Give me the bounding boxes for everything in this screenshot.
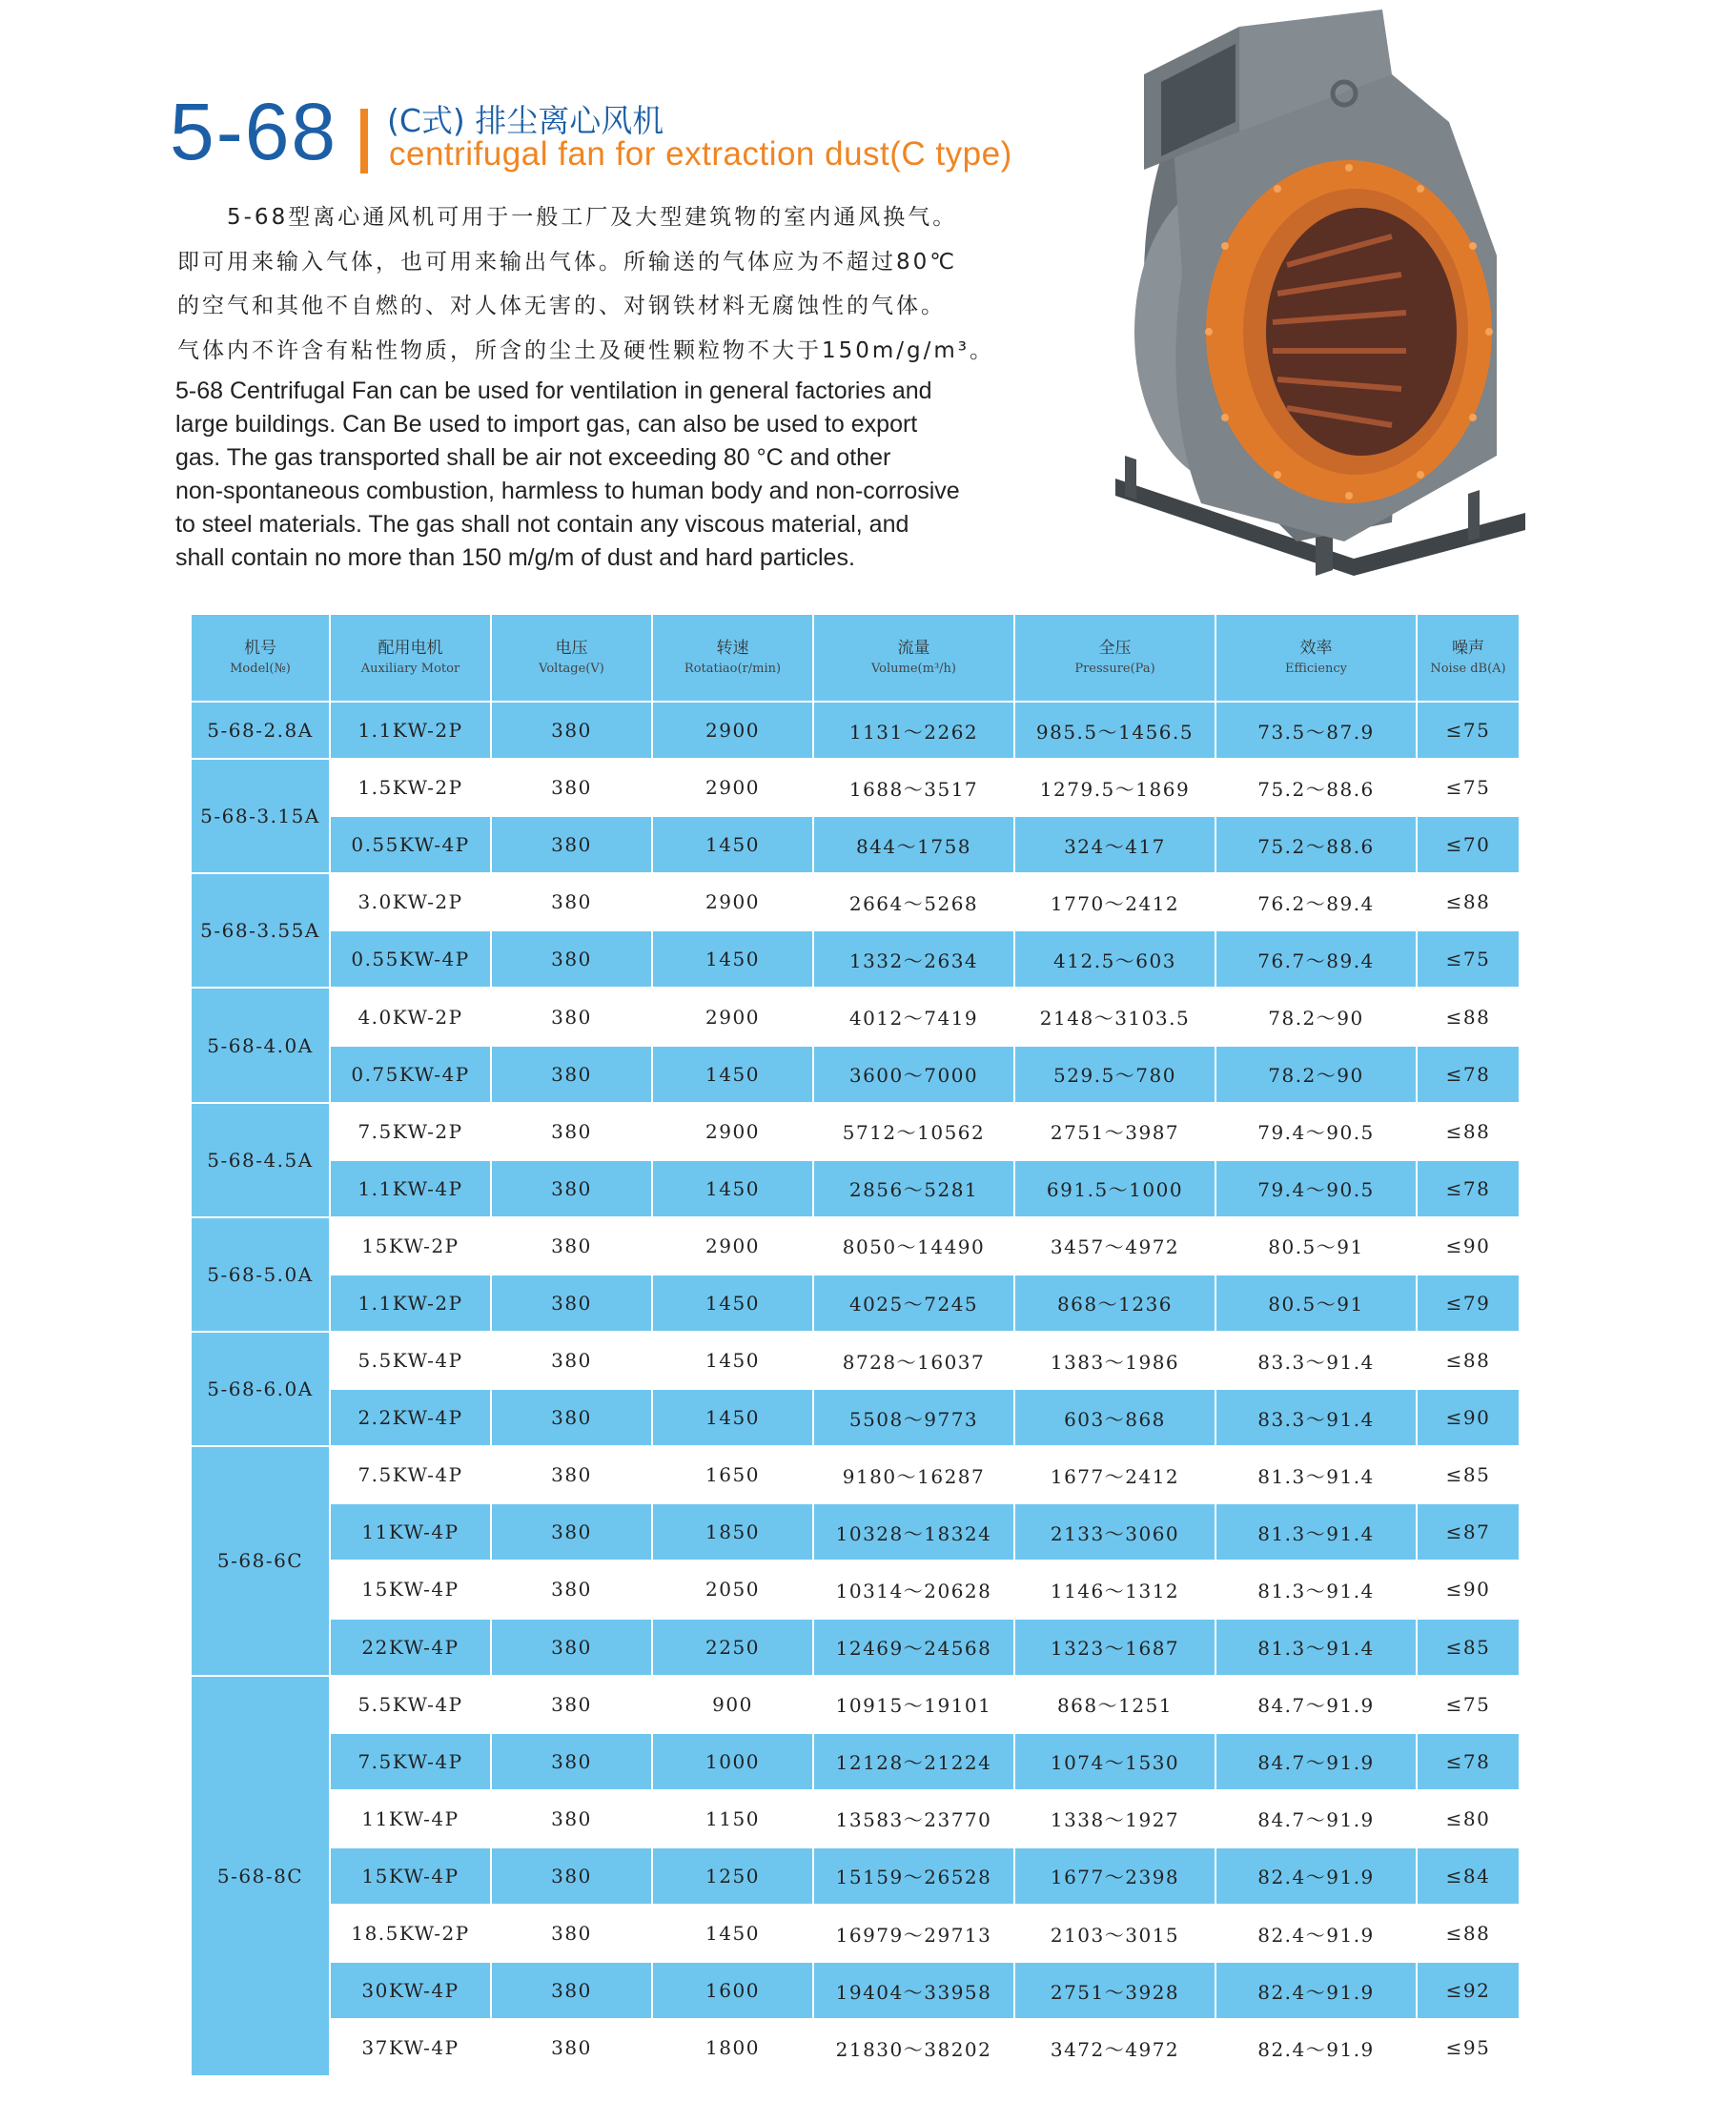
table-cell: 3600～7000 bbox=[813, 1046, 1014, 1103]
intro-cn-line: 的空气和其他不自燃的、对人体无害的、对钢铁材料无腐蚀性的气体。 bbox=[177, 294, 946, 318]
table-cell: 1146～1312 bbox=[1014, 1561, 1215, 1618]
table-cell: 1.1KW-2P bbox=[330, 702, 491, 759]
table-cell: 76.7～89.4 bbox=[1215, 930, 1417, 988]
table-cell: ≤85 bbox=[1417, 1619, 1520, 1676]
table-cell: 11KW-4P bbox=[330, 1503, 491, 1561]
table-cell: 8050～14490 bbox=[813, 1217, 1014, 1275]
table-header-row bbox=[191, 614, 1520, 702]
table-cell: 380 bbox=[491, 1790, 652, 1847]
table-cell: 2133～3060 bbox=[1014, 1503, 1215, 1561]
table-cell: 2900 bbox=[652, 1217, 813, 1275]
table-cell: 11KW-4P bbox=[330, 1790, 491, 1847]
table-cell: 2751～3987 bbox=[1014, 1103, 1215, 1160]
table-cell: 2856～5281 bbox=[813, 1160, 1014, 1217]
intro-en-line: gas. The gas transported shall be air not exceeding 80 °C and other bbox=[175, 444, 891, 471]
table-cell: 1770～2412 bbox=[1014, 873, 1215, 930]
model-cell: 5-68-8C bbox=[191, 1676, 330, 2077]
table-cell: 1650 bbox=[652, 1446, 813, 1503]
table-cell: 83.3～91.4 bbox=[1215, 1389, 1417, 1446]
table-row bbox=[191, 1275, 1520, 1332]
table-cell: 2751～3928 bbox=[1014, 1962, 1215, 2019]
table-cell: 1850 bbox=[652, 1503, 813, 1561]
table-cell: 380 bbox=[491, 1275, 652, 1332]
table-cell: 380 bbox=[491, 1160, 652, 1217]
table-cell: 380 bbox=[491, 1619, 652, 1676]
table-cell: 1.1KW-4P bbox=[330, 1160, 491, 1217]
table-cell: 9180～16287 bbox=[813, 1446, 1014, 1503]
table-cell: 16979～29713 bbox=[813, 1905, 1014, 1962]
table-cell: ≤75 bbox=[1417, 1676, 1520, 1733]
column-header: 电压 Voltage(V) bbox=[491, 614, 652, 702]
table-cell: 15KW-4P bbox=[330, 1561, 491, 1618]
intro-english bbox=[175, 375, 1062, 575]
table-cell: 380 bbox=[491, 1446, 652, 1503]
table-cell: 380 bbox=[491, 1503, 652, 1561]
table-cell: ≤88 bbox=[1417, 988, 1520, 1045]
table-cell: 81.3～91.4 bbox=[1215, 1503, 1417, 1561]
table-row bbox=[191, 1103, 1520, 1160]
table-cell: 380 bbox=[491, 759, 652, 816]
model-cell: 5-68-5.0A bbox=[191, 1217, 330, 1332]
table-row bbox=[191, 2019, 1520, 2076]
model-cell: 5-68-2.8A bbox=[191, 702, 330, 759]
table-row bbox=[191, 988, 1520, 1045]
table-cell: 84.7～91.9 bbox=[1215, 1676, 1417, 1733]
table-cell: 1450 bbox=[652, 1160, 813, 1217]
table-cell: 19404～33958 bbox=[813, 1962, 1014, 2019]
table-cell: 2148～3103.5 bbox=[1014, 988, 1215, 1045]
table-row bbox=[191, 1962, 1520, 2019]
column-header: 效率 Efficiency bbox=[1215, 614, 1417, 702]
table-cell: 5712～10562 bbox=[813, 1103, 1014, 1160]
table-cell: 84.7～91.9 bbox=[1215, 1733, 1417, 1790]
table-cell: ≤92 bbox=[1417, 1962, 1520, 2019]
table-cell: 985.5～1456.5 bbox=[1014, 702, 1215, 759]
table-cell: 2900 bbox=[652, 702, 813, 759]
table-cell: 81.3～91.4 bbox=[1215, 1619, 1417, 1676]
table-row bbox=[191, 1905, 1520, 1962]
table-cell: 380 bbox=[491, 1332, 652, 1389]
table-cell: 82.4～91.9 bbox=[1215, 1905, 1417, 1962]
table-row bbox=[191, 1619, 1520, 1676]
table-row bbox=[191, 1160, 1520, 1217]
table-cell: 0.55KW-4P bbox=[330, 816, 491, 873]
table-cell: 81.3～91.4 bbox=[1215, 1446, 1417, 1503]
intro-en-line: shall contain no more than 150 m/g/m of dust and hard particles. bbox=[175, 544, 855, 571]
table-cell: 1450 bbox=[652, 1905, 813, 1962]
table-cell: 2900 bbox=[652, 988, 813, 1045]
table-cell: 380 bbox=[491, 1962, 652, 2019]
table-cell: 324～417 bbox=[1014, 816, 1215, 873]
table-cell: ≤78 bbox=[1417, 1160, 1520, 1217]
intro-cn-line: 即可用来输入气体，也可用来输出气体。所输送的气体应为不超过80℃ bbox=[177, 249, 958, 275]
intro-cn-line: 气体内不许含有粘性物质，所含的尘土及硬性颗粒物不大于150m/g/m³。 bbox=[177, 337, 995, 363]
table-cell: 603～868 bbox=[1014, 1389, 1215, 1446]
column-header: 机号 Model(№) bbox=[191, 614, 330, 702]
intro-chinese bbox=[177, 195, 1026, 373]
table-cell: 4012～7419 bbox=[813, 988, 1014, 1045]
table-cell: ≤80 bbox=[1417, 1790, 1520, 1847]
table-cell: 30KW-4P bbox=[330, 1962, 491, 2019]
table-cell: ≤95 bbox=[1417, 2019, 1520, 2076]
table-row bbox=[191, 873, 1520, 930]
title-english: centrifugal fan for extraction dust(C type) bbox=[389, 135, 1012, 173]
table-cell: 2.2KW-4P bbox=[330, 1389, 491, 1446]
table-cell: 2664～5268 bbox=[813, 873, 1014, 930]
table-cell: 1074～1530 bbox=[1014, 1733, 1215, 1790]
model-cell: 5-68-6C bbox=[191, 1446, 330, 1675]
table-cell: 10915～19101 bbox=[813, 1676, 1014, 1733]
table-cell: 4025～7245 bbox=[813, 1275, 1014, 1332]
table-cell: 0.55KW-4P bbox=[330, 930, 491, 988]
table-cell: 75.2～88.6 bbox=[1215, 816, 1417, 873]
model-cell: 5-68-6.0A bbox=[191, 1332, 330, 1446]
table-cell: ≤70 bbox=[1417, 816, 1520, 873]
column-header: 配用电机 Auxiliary Motor bbox=[330, 614, 491, 702]
table-cell: 1450 bbox=[652, 1389, 813, 1446]
title-divider-bar bbox=[360, 109, 368, 173]
table-cell: 1450 bbox=[652, 816, 813, 873]
table-cell: 8728～16037 bbox=[813, 1332, 1014, 1389]
table-cell: 1450 bbox=[652, 1275, 813, 1332]
table-cell: 79.4～90.5 bbox=[1215, 1160, 1417, 1217]
table-cell: 2900 bbox=[652, 1103, 813, 1160]
table-cell: 10314～20628 bbox=[813, 1561, 1014, 1618]
table-row bbox=[191, 1389, 1520, 1446]
table-cell: 1450 bbox=[652, 930, 813, 988]
table-cell: 844～1758 bbox=[813, 816, 1014, 873]
table-cell: 78.2～90 bbox=[1215, 988, 1417, 1045]
intro-en-line: large buildings. Can Be used to import gas, can also be used to export bbox=[175, 411, 918, 438]
intro-cn-line: 5-68型离心通风机可用于一般工厂及大型建筑物的室内通风换气。 bbox=[227, 205, 958, 230]
table-cell: 1677～2398 bbox=[1014, 1847, 1215, 1905]
table-cell: 7.5KW-2P bbox=[330, 1103, 491, 1160]
table-row bbox=[191, 1847, 1520, 1905]
table-row bbox=[191, 1561, 1520, 1618]
table-cell: 380 bbox=[491, 2019, 652, 2076]
table-cell: ≤78 bbox=[1417, 1733, 1520, 1790]
table-row bbox=[191, 702, 1520, 759]
table-cell: 380 bbox=[491, 1217, 652, 1275]
table-cell: 380 bbox=[491, 930, 652, 988]
table-cell: 80.5～91 bbox=[1215, 1217, 1417, 1275]
table-cell: 4.0KW-2P bbox=[330, 988, 491, 1045]
table-cell: 1383～1986 bbox=[1014, 1332, 1215, 1389]
table-cell: 380 bbox=[491, 1046, 652, 1103]
table-row bbox=[191, 816, 1520, 873]
table-cell: 1250 bbox=[652, 1847, 813, 1905]
table-cell: 18.5KW-2P bbox=[330, 1905, 491, 1962]
table-cell: 7.5KW-4P bbox=[330, 1446, 491, 1503]
table-cell: 7.5KW-4P bbox=[330, 1733, 491, 1790]
table-row bbox=[191, 759, 1520, 816]
table-row bbox=[191, 1217, 1520, 1275]
table-cell: 12469～24568 bbox=[813, 1619, 1014, 1676]
table-body bbox=[191, 702, 1520, 2076]
column-header: 噪声 Noise dB(A) bbox=[1417, 614, 1520, 702]
intro-en-line: non-spontaneous combustion, harmless to human body and non-corrosive bbox=[175, 478, 960, 504]
table-cell: 2250 bbox=[652, 1619, 813, 1676]
table-cell: 380 bbox=[491, 1733, 652, 1790]
table-cell: ≤90 bbox=[1417, 1217, 1520, 1275]
table-cell: 2050 bbox=[652, 1561, 813, 1618]
table-cell: ≤75 bbox=[1417, 930, 1520, 988]
table-cell: 1450 bbox=[652, 1046, 813, 1103]
table-cell: 380 bbox=[491, 1103, 652, 1160]
table-cell: 380 bbox=[491, 702, 652, 759]
table-cell: 1131～2262 bbox=[813, 702, 1014, 759]
table-cell: 2900 bbox=[652, 873, 813, 930]
table-row bbox=[191, 1790, 1520, 1847]
table-cell: 380 bbox=[491, 1389, 652, 1446]
table-cell: 3.0KW-2P bbox=[330, 873, 491, 930]
table-cell: 82.4～91.9 bbox=[1215, 1847, 1417, 1905]
table-cell: ≤88 bbox=[1417, 1103, 1520, 1160]
table-cell: 79.4～90.5 bbox=[1215, 1103, 1417, 1160]
model-cell: 5-68-3.55A bbox=[191, 873, 330, 988]
table-cell: 1338～1927 bbox=[1014, 1790, 1215, 1847]
title-chinese: (C式) 排尘离心风机 bbox=[387, 102, 664, 139]
table-cell: ≤90 bbox=[1417, 1389, 1520, 1446]
table-row bbox=[191, 1446, 1520, 1503]
model-number: 5-68 bbox=[170, 87, 338, 176]
table-cell: ≤84 bbox=[1417, 1847, 1520, 1905]
table-cell: 22KW-4P bbox=[330, 1619, 491, 1676]
table-cell: 37KW-4P bbox=[330, 2019, 491, 2076]
table-cell: 380 bbox=[491, 1847, 652, 1905]
table-cell: 1150 bbox=[652, 1790, 813, 1847]
table-cell: ≤88 bbox=[1417, 1332, 1520, 1389]
table-cell: 82.4～91.9 bbox=[1215, 2019, 1417, 2076]
table-cell: 10328～18324 bbox=[813, 1503, 1014, 1561]
table-cell: 1000 bbox=[652, 1733, 813, 1790]
table-cell: 12128～21224 bbox=[813, 1733, 1014, 1790]
table-cell: 1600 bbox=[652, 1962, 813, 2019]
table-row bbox=[191, 1046, 1520, 1103]
table-cell: ≤90 bbox=[1417, 1561, 1520, 1618]
table-cell: 1.1KW-2P bbox=[330, 1275, 491, 1332]
table-cell: 81.3～91.4 bbox=[1215, 1561, 1417, 1618]
table-cell: 15KW-2P bbox=[330, 1217, 491, 1275]
table-row bbox=[191, 1332, 1520, 1389]
table-cell: 5.5KW-4P bbox=[330, 1332, 491, 1389]
table-cell: 3472～4972 bbox=[1014, 2019, 1215, 2076]
column-header: 全压 Pressure(Pa) bbox=[1014, 614, 1215, 702]
table-cell: 1688～3517 bbox=[813, 759, 1014, 816]
table-cell: 380 bbox=[491, 1561, 652, 1618]
table-cell: 75.2～88.6 bbox=[1215, 759, 1417, 816]
table-cell: 76.2～89.4 bbox=[1215, 873, 1417, 930]
table-cell: 83.3～91.4 bbox=[1215, 1332, 1417, 1389]
table-cell: 868～1236 bbox=[1014, 1275, 1215, 1332]
table-cell: 412.5～603 bbox=[1014, 930, 1215, 988]
table-cell: 5.5KW-4P bbox=[330, 1676, 491, 1733]
table-cell: 2900 bbox=[652, 759, 813, 816]
table-cell: 73.5～87.9 bbox=[1215, 702, 1417, 759]
table-cell: 1332～2634 bbox=[813, 930, 1014, 988]
table-cell: ≤79 bbox=[1417, 1275, 1520, 1332]
table-cell: 1323～1687 bbox=[1014, 1619, 1215, 1676]
table-cell: 2103～3015 bbox=[1014, 1905, 1215, 1962]
table-cell: 21830～38202 bbox=[813, 2019, 1014, 2076]
table-cell: 3457～4972 bbox=[1014, 1217, 1215, 1275]
table-cell: 529.5～780 bbox=[1014, 1046, 1215, 1103]
model-cell: 5-68-4.0A bbox=[191, 988, 330, 1102]
table-cell: 380 bbox=[491, 873, 652, 930]
table-cell: 380 bbox=[491, 988, 652, 1045]
table-cell: 0.75KW-4P bbox=[330, 1046, 491, 1103]
table-row bbox=[191, 1733, 1520, 1790]
table-cell: 868～1251 bbox=[1014, 1676, 1215, 1733]
column-header: 流量 Volume(m³/h) bbox=[813, 614, 1014, 702]
table-cell: 13583～23770 bbox=[813, 1790, 1014, 1847]
table-cell: 1800 bbox=[652, 2019, 813, 2076]
table-cell: 5508～9773 bbox=[813, 1389, 1014, 1446]
table-cell: 380 bbox=[491, 816, 652, 873]
table-cell: ≤75 bbox=[1417, 702, 1520, 759]
table-cell: 1.5KW-2P bbox=[330, 759, 491, 816]
table-cell: ≤88 bbox=[1417, 1905, 1520, 1962]
table-cell: 900 bbox=[652, 1676, 813, 1733]
table-cell: 380 bbox=[491, 1676, 652, 1733]
model-cell: 5-68-4.5A bbox=[191, 1103, 330, 1217]
table-cell: 15KW-4P bbox=[330, 1847, 491, 1905]
table-cell: 82.4～91.9 bbox=[1215, 1962, 1417, 2019]
model-cell: 5-68-3.15A bbox=[191, 759, 330, 873]
table-cell: 1450 bbox=[652, 1332, 813, 1389]
table-cell: 380 bbox=[491, 1905, 652, 1962]
intro-en-line: 5-68 Centrifugal Fan can be used for ventilation in general factories and bbox=[175, 377, 932, 404]
table-row bbox=[191, 1676, 1520, 1733]
table-cell: 84.7～91.9 bbox=[1215, 1790, 1417, 1847]
table-cell: 15159～26528 bbox=[813, 1847, 1014, 1905]
table-cell: ≤78 bbox=[1417, 1046, 1520, 1103]
table-cell: ≤75 bbox=[1417, 759, 1520, 816]
table-row bbox=[191, 930, 1520, 988]
table-cell: 80.5～91 bbox=[1215, 1275, 1417, 1332]
intro-en-line: to steel materials. The gas shall not contain any viscous material, and bbox=[175, 511, 909, 538]
table-cell: 1677～2412 bbox=[1014, 1446, 1215, 1503]
table-cell: ≤85 bbox=[1417, 1446, 1520, 1503]
table-cell: ≤87 bbox=[1417, 1503, 1520, 1561]
table-cell: 691.5～1000 bbox=[1014, 1160, 1215, 1217]
centrifugal-fan-image bbox=[1106, 8, 1525, 591]
table-cell: ≤88 bbox=[1417, 873, 1520, 930]
table-cell: 1279.5～1869 bbox=[1014, 759, 1215, 816]
spec-table bbox=[190, 613, 1521, 2077]
table-cell: 78.2～90 bbox=[1215, 1046, 1417, 1103]
table-row bbox=[191, 1503, 1520, 1561]
column-header: 转速 Rotatiao(r/min) bbox=[652, 614, 813, 702]
